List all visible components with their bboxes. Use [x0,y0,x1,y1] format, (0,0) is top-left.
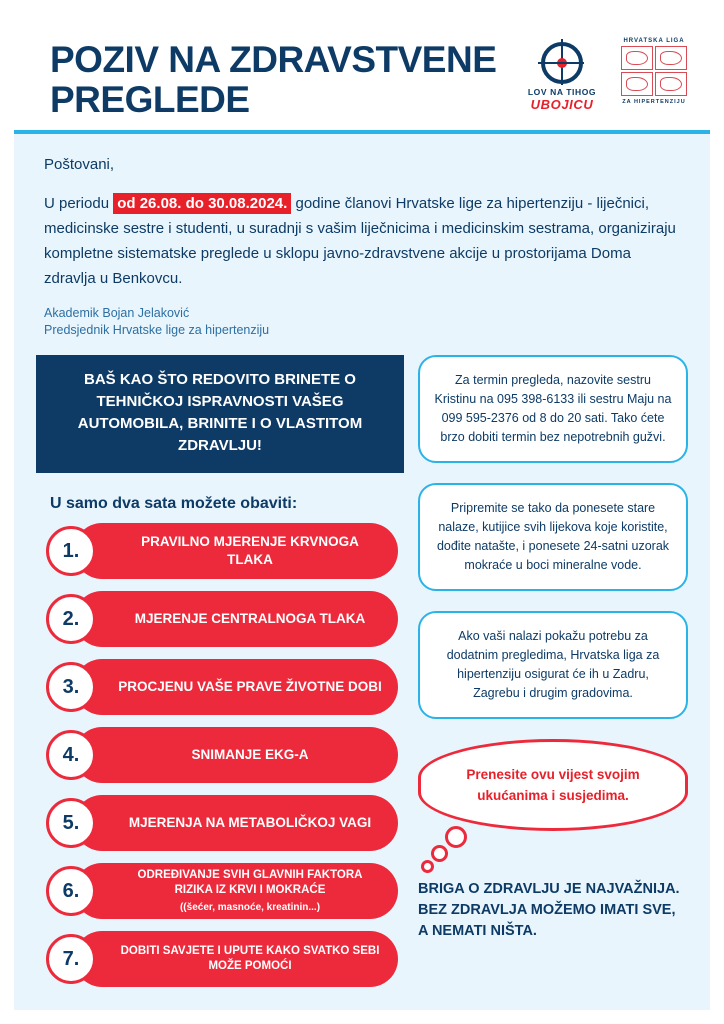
list-item [46,863,404,919]
lead-after: godine članovi Hrvatske lige za hipertenziju - liječnici, medicinske sestre i studenti, u suradnji s vašim liječnicima i medicinskim sestrama, organiziraju kompletne sistematske preglede u sklopu javno-zdravstvene akcije u prostorijama Doma zdravlja u Benkovcu. [44,195,676,287]
left-column [36,355,404,999]
step-label: SNIMANJE EKG-A [74,727,398,783]
list-item [46,931,404,987]
logo-lov-na-tihog-ubojicu [522,42,602,112]
salutation: Poštovani, [44,156,115,173]
step-label: MJERENJA NA METABOLIČKOJ VAGI [74,795,398,851]
target-center-dot-icon [557,58,567,68]
bubble-dot-small-icon [421,860,434,873]
step-label: PROCJENU VAŠE PRAVE ŽIVOTNE DOBI [74,659,398,715]
lead-paragraph [44,191,680,291]
step-note: ((šećer, masnoće, kreatinin...) [179,901,321,913]
info-card-followup: Ako vaši nalazi pokažu potrebu za dodatnim pregledima, Hrvatska liga za hipertenziju osigurat će ih u Zadru, Zagrebu i drugim gradovima. [418,611,688,719]
step-label: PRAVILNO MJERENJE KRVNOGA TLAKA [74,523,398,579]
signature-role: Predsjednik Hrvatske lige za hipertenziju [44,323,270,337]
steps-subheading: U samo dva sata možete obaviti: [50,495,298,512]
bubble-dot-large-icon [445,826,467,848]
logo-hunt-line2: UBOJICU [530,97,594,112]
step-number: 1. [46,526,96,576]
intro-section [14,134,710,339]
step-number: 6. [46,866,96,916]
list-item [46,727,404,783]
step-label: MJERENJE CENTRALNOGA TLAKA [74,591,398,647]
list-item [46,591,404,647]
content-columns [14,355,710,999]
signature [44,305,680,339]
step-label: DOBITI SAVJETE I UPUTE KAKO SVATKO SEBI MOŽE POMOĆI [74,931,398,987]
logo-league-bottom: ZA HIPERTENZIJU [622,99,686,105]
list-item [46,659,404,715]
step-number: 5. [46,798,96,848]
logo-league-top: HRVATSKA LIGA [623,38,685,44]
step-number: 7. [46,934,96,984]
list-item [46,523,404,579]
speech-bubble [418,739,688,831]
right-column [418,355,688,999]
league-emblem-icon [621,46,687,96]
poster-inner [14,14,710,1010]
signature-name: Akademik Bojan Jelaković [44,306,190,320]
closing-statement: BRIGA O ZDRAVLJU JE NAJVAŽNIJA. BEZ ZDRAVLJA MOŽEMO IMATI SVE, A NEMATI NIŠTA. [418,881,680,939]
list-item [46,795,404,851]
speech-bubble-text: Prenesite ovu vijest svojim ukućanima i susjedima. [466,767,640,803]
info-card-preparation: Pripremite se tako da ponesete stare nalaze, kutijice svih lijekova koje koristite, dođite natašte, i ponesete 24-satni uzorak mokraće u boci mineralne vode. [418,483,688,591]
poster-header [14,14,710,134]
step-number: 3. [46,662,96,712]
info-card-appointment: Za termin pregleda, nazovite sestru Kristinu na 095 398-6133 ili sestru Maju na 099 595-2376 od 8 do 20 sati. Tako ćete brzo dobiti termin bez nepotrebnih gužvi. [418,355,688,463]
lead-before: U periodu [44,195,110,212]
step-label-wrapper [74,863,398,919]
bubble-dot-medium-icon [431,845,448,862]
navy-callout: BAŠ KAO ŠTO REDOVITO BRINETE O TEHNIČKOJ ISPRAVNOSTI VAŠEG AUTOMOBILA, BRINITE I O VLASTITOM ZDRAVLJU! [36,355,404,473]
step-label: ODREĐIVANJE SVIH GLAVNIH FAKTORA RIZIKA IZ KRVI I MOKRAĆE [137,868,363,896]
logo-hunt-line1: LOV NA TIHOG [527,87,597,97]
step-number: 2. [46,594,96,644]
logo-hrvatska-liga [618,38,690,114]
page-title: POZIV NA ZDRAVSTVENE PREGLEDE [50,39,497,120]
step-number: 4. [46,730,96,780]
date-range-highlight: od 26.08. do 30.08.2024. [113,193,291,214]
target-crosshair-icon [541,42,583,84]
